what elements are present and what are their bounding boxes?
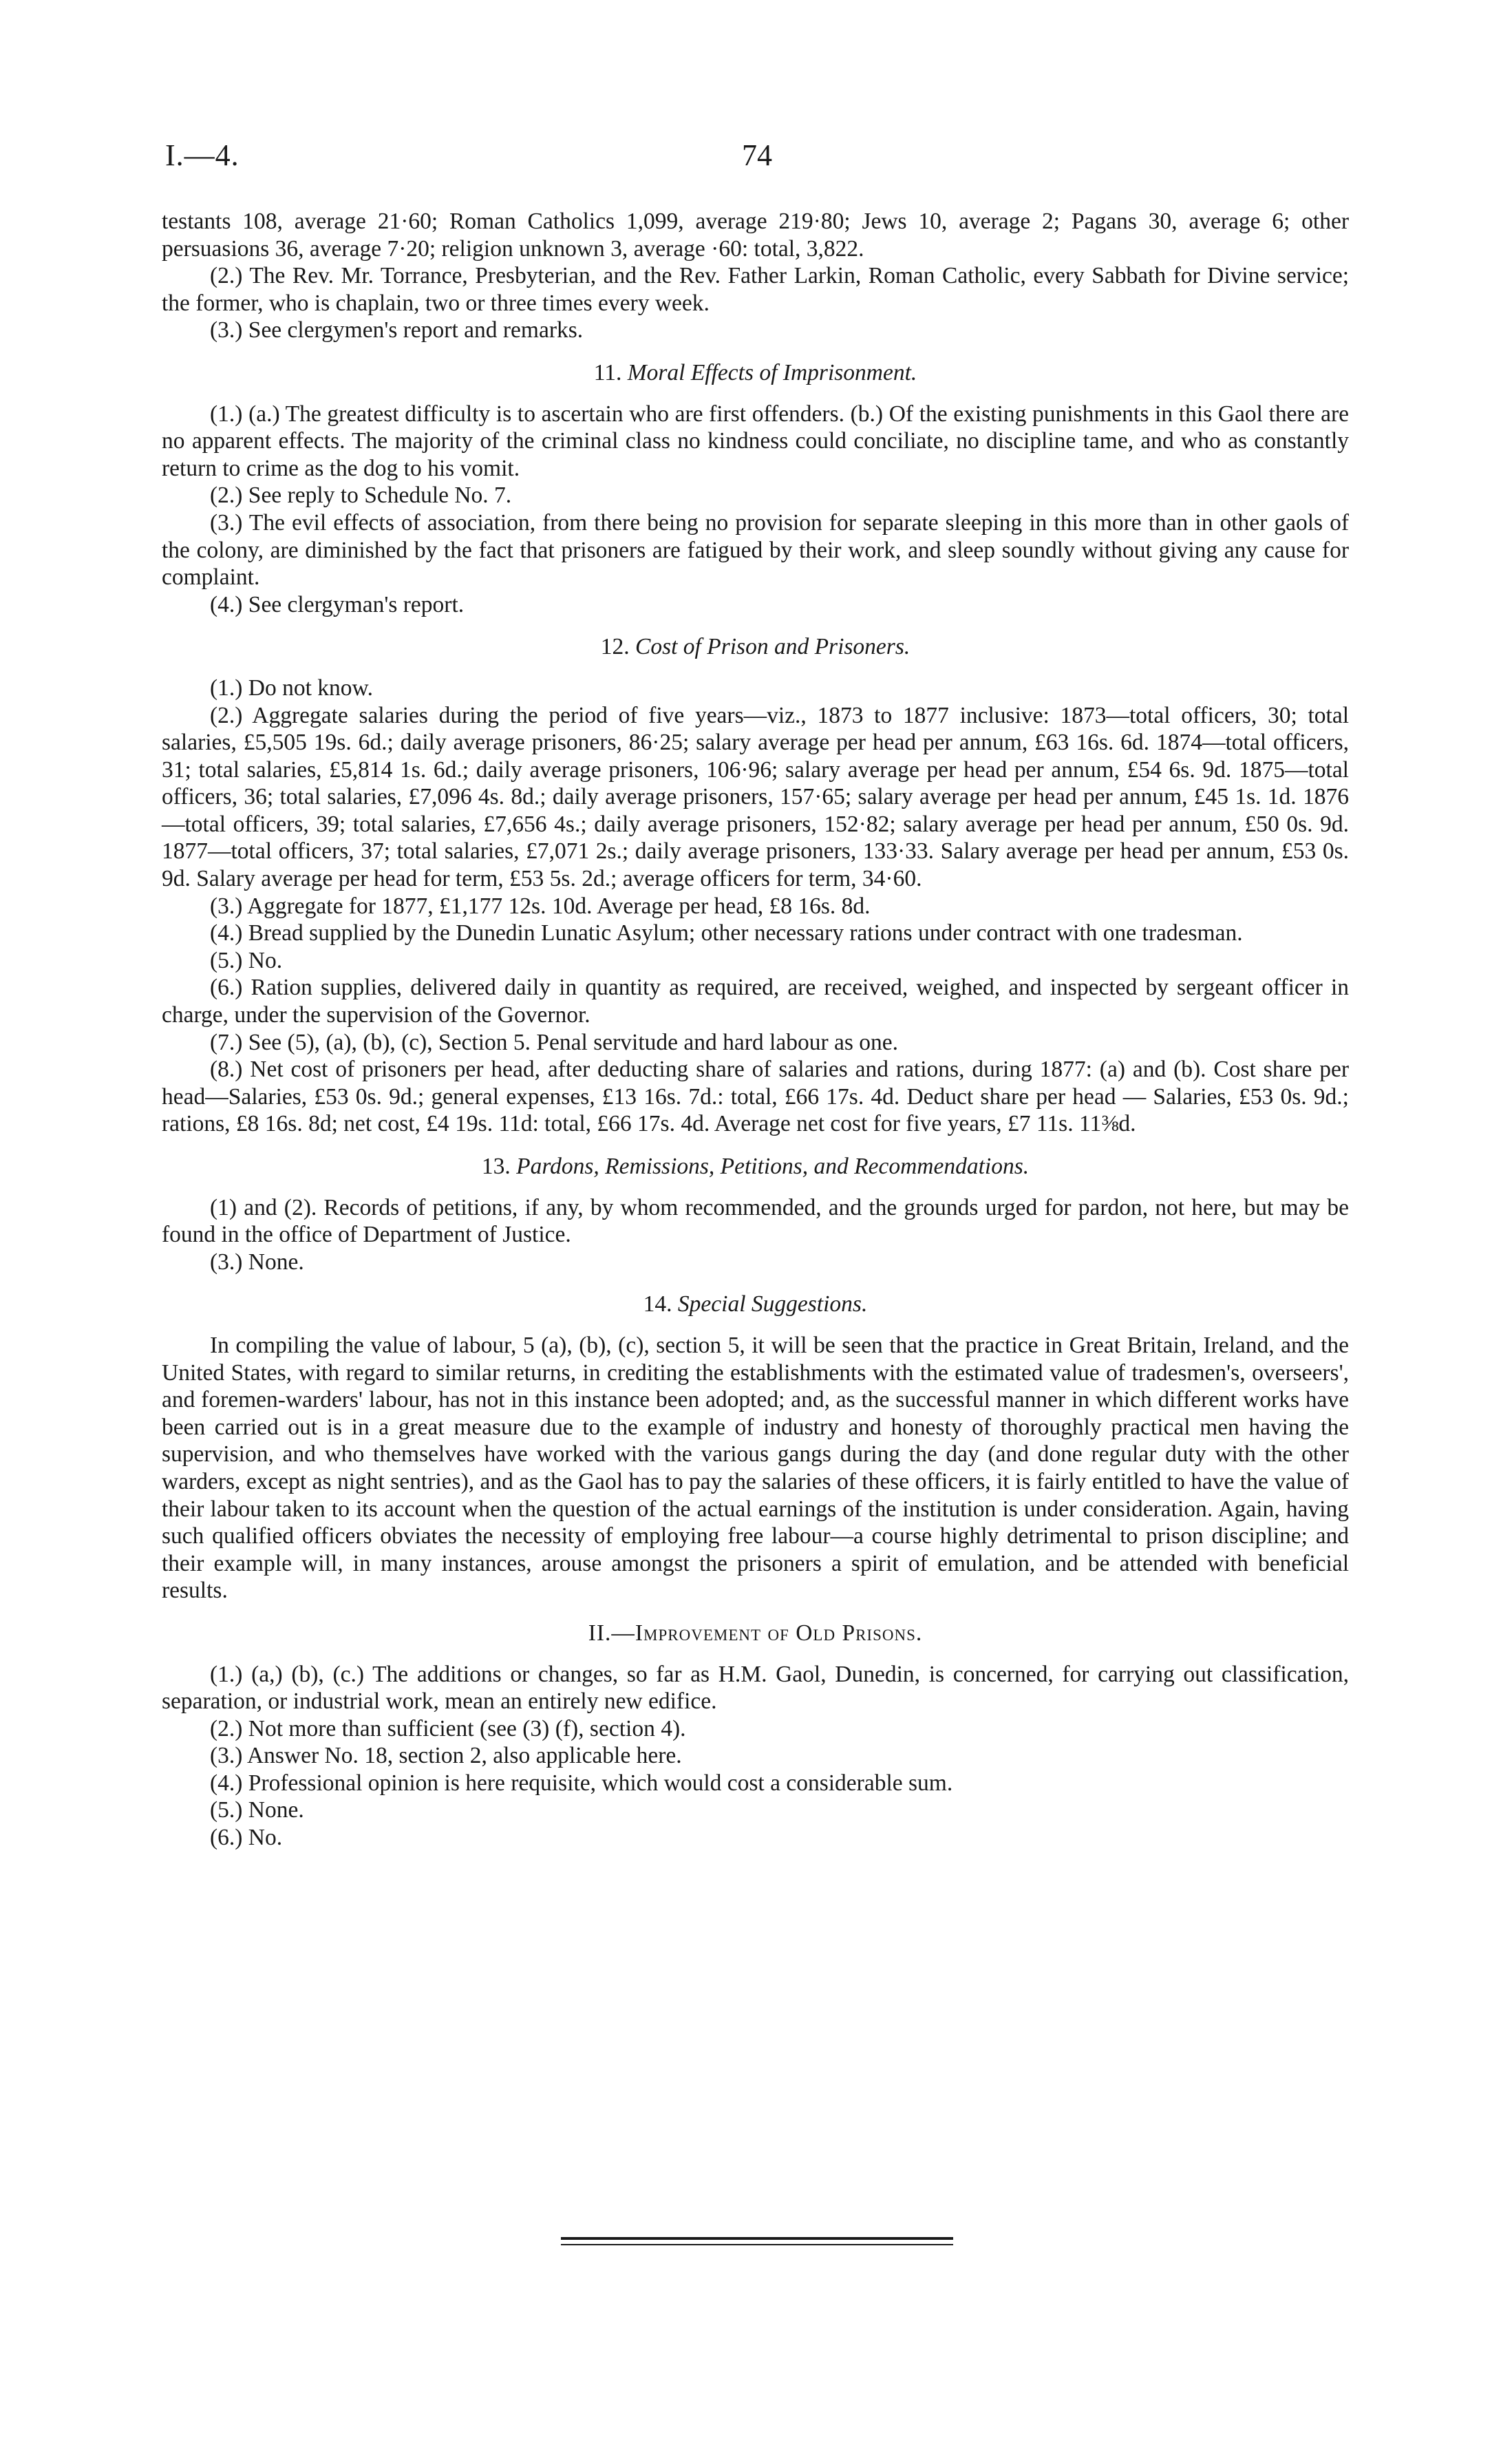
paragraph: (3.) Answer No. 18, section 2, also applicable here. <box>210 1743 682 1769</box>
paragraph: (1) and (2). Records of petitions, if any, by whom recommended, and the grounds urged for pardon, not here, but may be found in the office of Department of Justice. <box>162 1194 1349 1248</box>
section-title: Cost of Prison and Prisoners. <box>635 634 911 660</box>
page-number: 74 <box>742 138 772 172</box>
page-header <box>165 138 1349 179</box>
rule-line <box>561 2244 953 2245</box>
paragraph: (7.) See (5), (a), (b), (c), Section 5. Penal servitude and hard labour as one. <box>210 1029 898 1055</box>
paragraph: (2.) See reply to Schedule No. 7. <box>210 483 512 509</box>
section-number: 14. <box>643 1291 672 1317</box>
paragraph: (2.) Aggregate salaries during the period of five years—viz., 1873 to 1877 inclusive: 1873—total officers, 30; total salaries, £5,505 19s. 6d.; daily average prisoners, 86·25; salary average per head per annum, £63 16s. 6d. 1874—total officers, 31; total salaries, £5,814 1s. 6d.; daily average prisoners, 106·96; salary average per head per annum, £54 6s. 9d. 1875—total officers, 36; total salaries, £7,096 4s. 8d.; daily average prisoners, 157·65; salary average per head per annum, £45 1s. 1d. 1876—total officers, 39; total salaries, £7,656 4s.; daily average prisoners, 152·82; salary average per head per annum, £50 0s. 9d. 1877—total officers, 37; total salaries, £7,071 2s.; daily average prisoners, 133·33. Salary average per head per annum, £53 0s. 9d. Salary average per head for term, £53 5s. 2d.; average officers for term, 34·60. <box>162 702 1349 892</box>
page-reference: I.—4. <box>165 138 239 172</box>
paragraph: (6.) Ration supplies, delivered daily in quantity as required, are received, weighed, and inspected by sergeant officer in charge, under the supervision of the Governor. <box>162 975 1349 1028</box>
closing-double-rule <box>561 2237 953 2245</box>
section-heading-14 <box>162 1291 1349 1318</box>
document-body <box>162 208 1349 1852</box>
section-heading-12 <box>162 633 1349 661</box>
part-heading: II.—Improvement of Old Prisons. <box>588 1620 923 1646</box>
paragraph: In compiling the value of labour, 5 (a), (b), (c), section 5, it will be seen that the practice in Great Britain, Ireland, and the United States, with regard to similar returns, in crediting the establishments with the estimated value of tradesmen's, overseers', and foremen-warders' labour, has not in this instance been adopted; and, as the successful manner in which different works have been carried out is in a great measure due to the example of industry and honesty of thoroughly practical men having the supervision, and who themselves have worked with the various gangs during the day (and done regular duty with the other warders, except as night sentries), and as the Gaol has to pay the salaries of these officers, it is fairly entitled to have the value of their labour taken to its account when the question of the actual earnings of the institution is under consideration. Again, having such qualified officers obviates the necessity of employing free labour—a course highly detrimental to prison discipline; and their example will, in many instances, arouse amongst the prisoners a spirit of emulation, and be attended with beneficial results. <box>162 1332 1349 1604</box>
paragraph: (3.) Aggregate for 1877, £1,177 12s. 10d. Average per head, £8 16s. 8d. <box>210 893 871 919</box>
paragraph: (3.) The evil effects of association, from there being no provision for separate sleeping in this more than in other gaols of the colony, are diminished by the fact that prisoners are fatigued by their work, and sleep soundly without giving any cause for complaint. <box>162 509 1349 591</box>
paragraph: (1.) Do not know. <box>210 675 373 701</box>
paragraph: (3.) None. <box>210 1249 304 1275</box>
paragraph: (3.) See clergymen's report and remarks. <box>210 317 584 343</box>
paragraph: (4.) Professional opinion is here requisite, which would cost a considerable sum. <box>210 1770 953 1796</box>
paragraph: (5.) No. <box>210 947 283 973</box>
paragraph: (1.) (a,) (b), (c.) The additions or changes, so far as H.M. Gaol, Dunedin, is concerned, for carrying out classification, separation, or industrial work, mean an entirely new edifice. <box>162 1661 1349 1715</box>
paragraph: (4.) Bread supplied by the Dunedin Lunatic Asylum; other necessary rations under contract with one tradesman. <box>210 920 1243 946</box>
section-title: Pardons, Remissions, Petitions, and Recommendations. <box>516 1154 1030 1179</box>
section-number: 13. <box>481 1154 511 1179</box>
paragraph: testants 108, average 21·60; Roman Catholics 1,099, average 219·80; Jews 10, average 2; Pagans 30, average 6; other persuasions 36, average 7·20; religion unknown 3, average ·60: total, 3,822. <box>162 209 1349 262</box>
section-heading-11 <box>162 359 1349 387</box>
paragraph: (4.) See clergyman's report. <box>210 591 465 617</box>
paragraph: (8.) Net cost of prisoners per head, after deducting share of salaries and rations, during 1877: (a) and (b). Cost share per head—Salaries, £53 0s. 9d.; general expenses, £13 16s. 7d.: total, £66 17s. 4d. Deduct share per head — Salaries, £53 0s. 9d.; rations, £8 16s. 8d; net cost, £4 19s. 11d: total, £66 17s. 4d. Average net cost for five years, £7 11s. 11⅜d. <box>162 1057 1349 1137</box>
rule-line <box>561 2237 953 2240</box>
section-title: Special Suggestions. <box>677 1291 868 1317</box>
paragraph: (1.) (a.) The greatest difficulty is to ascertain who are first offenders. (b.) Of the existing punishments in this Gaol there are no apparent effects. The majority of the criminal class no kindness could conciliate, no discipline tame, and who as constantly return to crime as the dog to his vomit. <box>162 401 1349 481</box>
paragraph: (2.) Not more than sufficient (see (3) (f), section 4). <box>210 1715 686 1741</box>
paragraph: (6.) No. <box>210 1825 283 1851</box>
paragraph: (2.) The Rev. Mr. Torrance, Presbyterian, and the Rev. Father Larkin, Roman Catholic, every Sabbath for Divine service; the former, who is chaplain, two or three times every week. <box>162 263 1349 316</box>
section-title: Moral Effects of Imprisonment. <box>627 359 917 385</box>
section-number: 11. <box>593 359 622 385</box>
paragraph: (5.) None. <box>210 1797 304 1823</box>
section-heading-13 <box>162 1153 1349 1180</box>
section-number: 12. <box>600 634 630 660</box>
